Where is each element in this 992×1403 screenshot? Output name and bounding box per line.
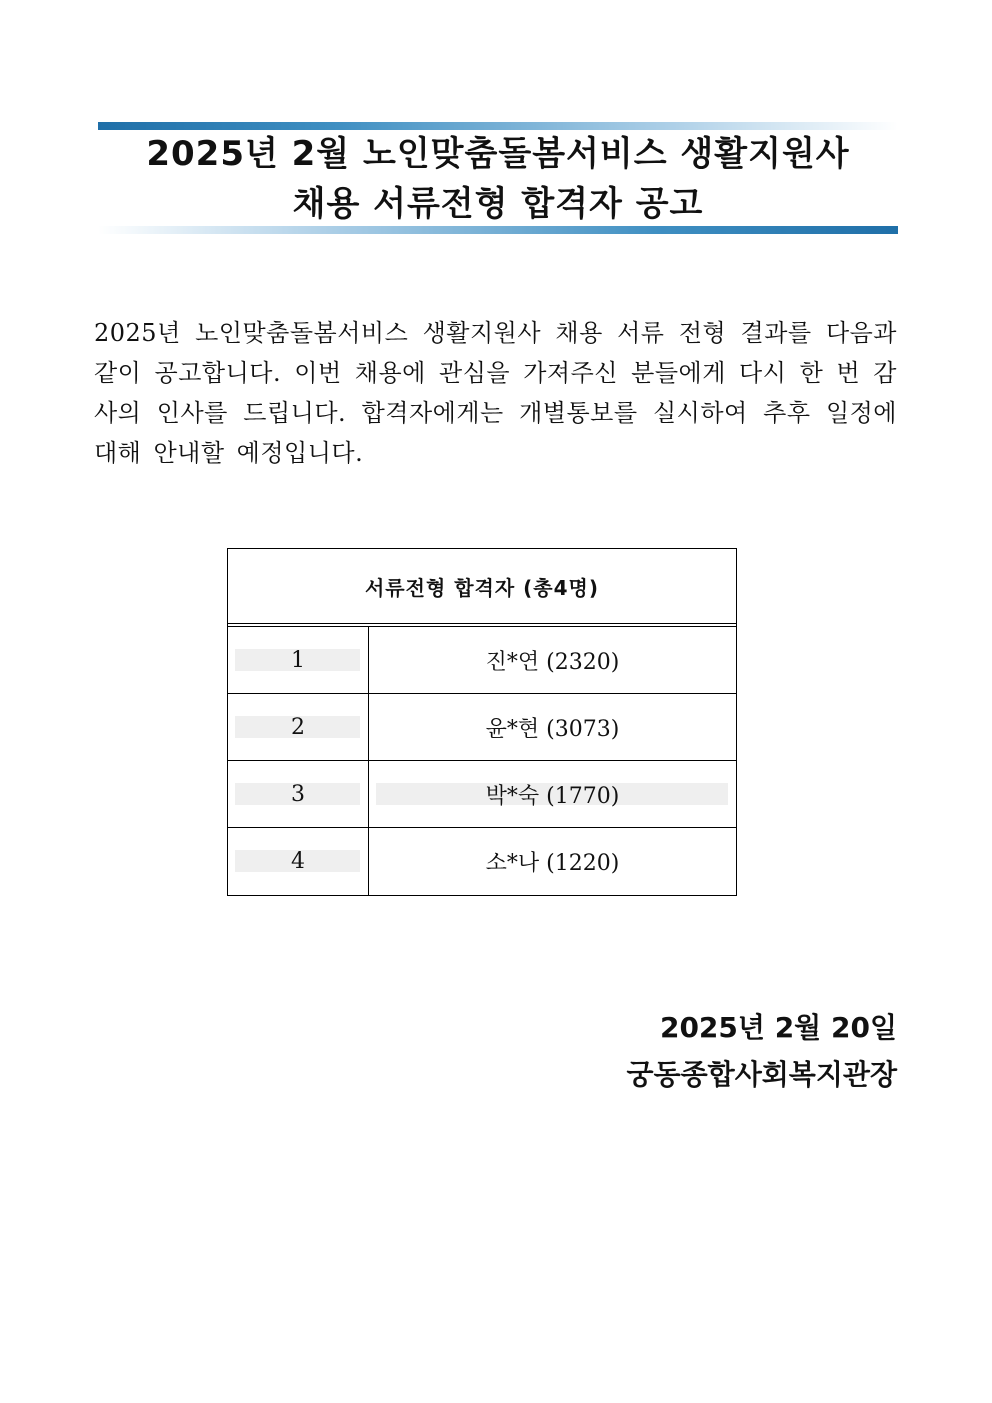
title-line-1: 2025년 2월 노인맞춤돌봄서비스 생활지원사	[146, 134, 850, 174]
passer-cell	[369, 761, 736, 827]
row-number: 3	[291, 781, 305, 807]
table-row	[228, 627, 736, 694]
title-line-2: 채용 서류전형 합격자 공고	[292, 184, 704, 224]
table-row	[228, 694, 736, 761]
passer-cell	[369, 694, 736, 760]
table-header: 서류전형 합격자 (총4명)	[228, 549, 736, 627]
row-number-cell	[228, 694, 369, 760]
announcement-date: 2025년 2월 20일	[659, 1011, 897, 1044]
passer-name: 소*나 (1220)	[485, 851, 620, 876]
row-number: 4	[291, 849, 305, 874]
row-number-cell	[228, 828, 369, 895]
title-bottom-rule	[98, 226, 898, 234]
table-row	[228, 761, 736, 828]
organization-name: 궁동종합사회복지관장	[626, 1058, 897, 1091]
passer-cell	[369, 828, 736, 895]
row-number: 1	[291, 647, 305, 673]
row-number: 2	[291, 714, 305, 740]
passer-cell	[369, 627, 736, 693]
table-row	[228, 828, 736, 895]
announcement-paragraph: 2025년 노인맞춤돌봄서비스 생활지원사 채용 서류 전형 결과를 다음과 같이 공고합니다. 이번 채용에 관심을 가져주신 분들에게 다시 한 번 감사의 인사를 드립니다. 합격자에게는 개별통보를 실시하여 추후 일정에 대해 안내할 예정입니다.	[94, 319, 897, 467]
passer-name: 진*연 (2320)	[485, 649, 620, 675]
passers-table	[227, 548, 737, 896]
passer-name: 박*숙 (1770)	[485, 783, 620, 809]
row-number-cell	[228, 627, 369, 693]
title-block	[98, 122, 898, 234]
title-top-rule	[98, 122, 898, 130]
row-number-cell	[228, 761, 369, 827]
passer-name: 윤*현 (3073)	[485, 716, 620, 742]
